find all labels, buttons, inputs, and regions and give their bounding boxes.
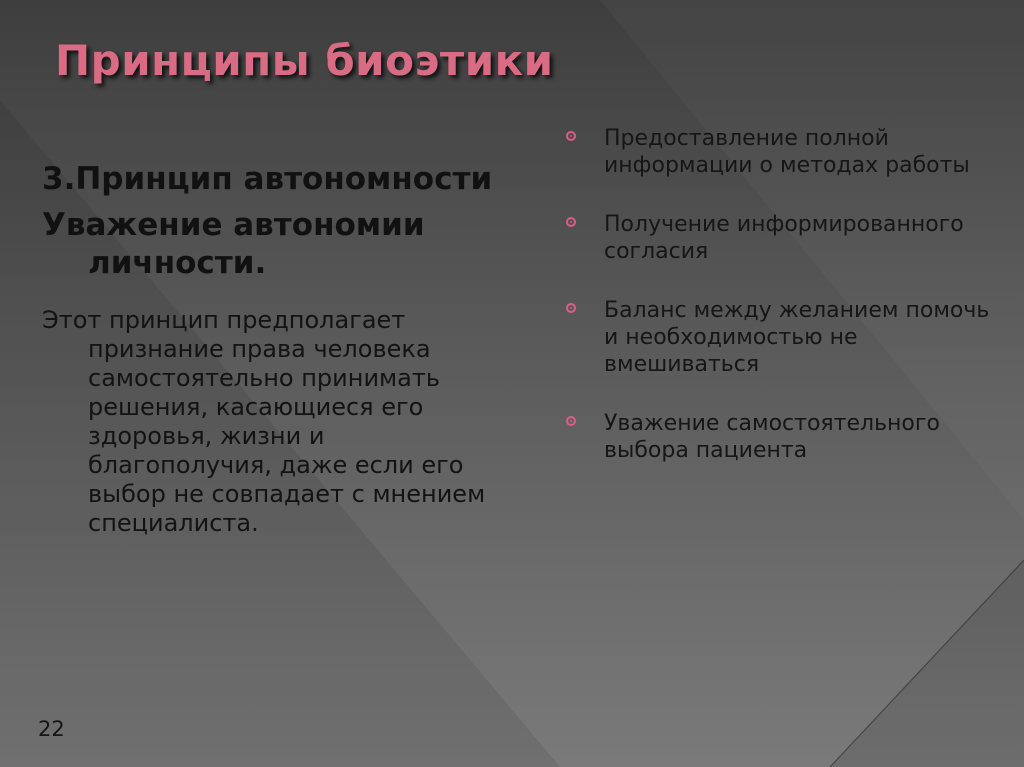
list-item-text: Баланс между желанием помочь и необходимостью не вмешиваться bbox=[604, 298, 990, 377]
slide-title: Принципы биоэтики bbox=[55, 36, 554, 85]
left-column bbox=[42, 160, 512, 538]
list-item bbox=[562, 297, 992, 378]
bullet-icon bbox=[566, 131, 576, 141]
principle-heading: 3.Принцип автономности bbox=[42, 161, 493, 197]
bullet-icon bbox=[566, 416, 576, 426]
list-item-text: Предоставление полной информации о методах работы bbox=[604, 126, 970, 178]
list-item bbox=[562, 125, 992, 179]
bullet-icon bbox=[566, 217, 576, 227]
bullet-list bbox=[562, 125, 992, 496]
list-item-text: Уважение самостоятельного выбора пациента bbox=[604, 411, 940, 463]
principle-description: Этот принцип предполагает признание права человека самостоятельно принимать решения, касающиеся его здоровья, жизни и благополучия, даже если его выбор не совпадает с мнением специалиста. bbox=[42, 306, 486, 537]
list-item bbox=[562, 410, 992, 464]
list-item bbox=[562, 211, 992, 265]
page-number: 22 bbox=[38, 717, 65, 741]
list-item-text: Получение информированного согласия bbox=[604, 212, 964, 264]
bullet-icon bbox=[566, 303, 576, 313]
principle-subheading: Уважение автономии личности. bbox=[42, 207, 425, 281]
